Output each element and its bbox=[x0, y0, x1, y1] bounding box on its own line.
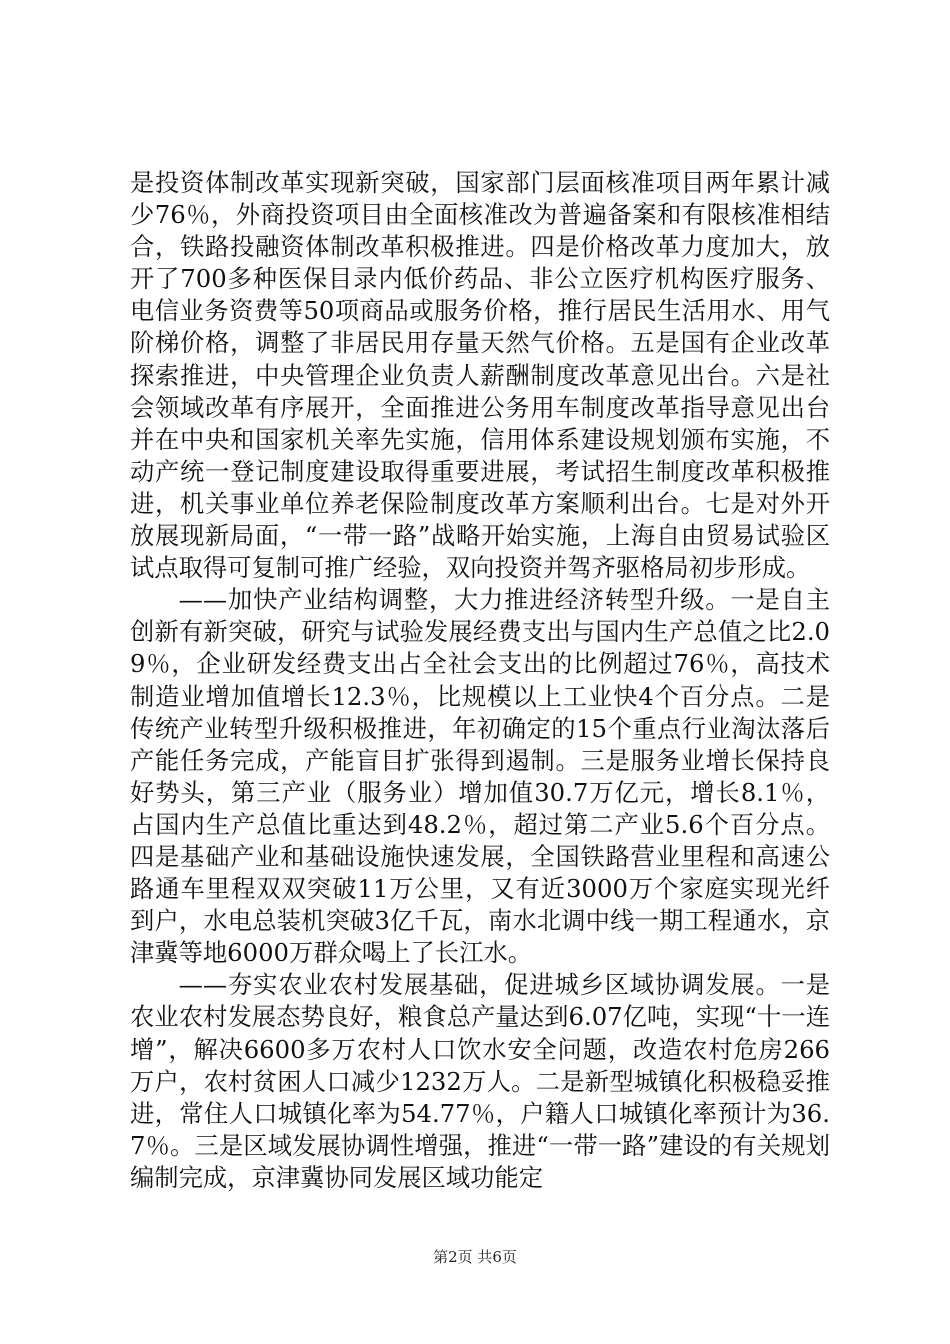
page-footer bbox=[0, 1247, 950, 1267]
page-number-label: 第2页 共6页 bbox=[433, 1248, 517, 1266]
paragraph-industrial-structure: ——加快产业结构调整，大力推进经济转型升级。一是自主创新有新突破，研究与试验发展经费支出与国内生产总值之比2.09％，企业研发经费支出占全社会支出的比例超过76％，高技术制造业增加值增长12.3％，比规模以上工业快4个百分点。二是传统产业转型升级积极推进，年初确定的15个重点行业淘汰落后产能任务完成，产能盲目扩张得到遏制。三是服务业增长保持良好势头，第三产业（服务业）增加值30.7万亿元，增长8.1％，占国内生产总值比重达到48.2％，超过第二产业5.6个百分点。四是基础产业和基础设施快速发展，全国铁路营业里程和高速公路通车里程双双突破11万公里，又有近3000万个家庭实现光纤到户，水电总装机突破3亿千瓦，南水北调中线一期工程通水，京津冀等地6000万群众喝上了长江水。 bbox=[130, 585, 830, 968]
paragraph-investment-reform: 是投资体制改革实现新突破，国家部门层面核准项目两年累计减少76％，外商投资项目由全面核准改为普遍备案和有限核准相结合，铁路投融资体制改革积极推进。四是价格改革力度加大，放开了700多种医保目录内低价药品、非公立医疗机构医疗服务、电信业务资费等50项商品或服务价格，推行居民生活用水、用气阶梯价格，调整了非居民用存量天然气价格。五是国有企业改革探索推进，中央管理企业负责人薪酬制度改革意见出台。六是社会领域改革有序展开，全面推进公务用车制度改革指导意见出台并在中央和国家机关率先实施，信用体系建设规划颁布实施，不动产统一登记制度建设取得重要进展，考试招生制度改革积极推进，机关事业单位养老保险制度改革方案顺利出台。七是对外开放展现新局面，“一带一路”战略开始实施，上海自由贸易试验区试点取得可复制可推广经验，双向投资并驾齐驱格局初步形成。 bbox=[130, 168, 830, 583]
document-body bbox=[130, 167, 830, 1194]
paragraph-agriculture-rural: ——夯实农业农村发展基础，促进城乡区域协调发展。一是农业农村发展态势良好，粮食总产量达到6.07亿吨，实现“十一连增”，解决6600多万农村人口饮水安全问题，改造农村危房266万户，农村贫困人口减少1232万人。二是新型城镇化积极稳妥推进，常住人口城镇化率为54.77％，户籍人口城镇化率预计为36.7％。三是区域发展协调性增强，推进“一带一路”建设的有关规划编制完成，京津冀协同发展区域功能定 bbox=[130, 970, 830, 1192]
